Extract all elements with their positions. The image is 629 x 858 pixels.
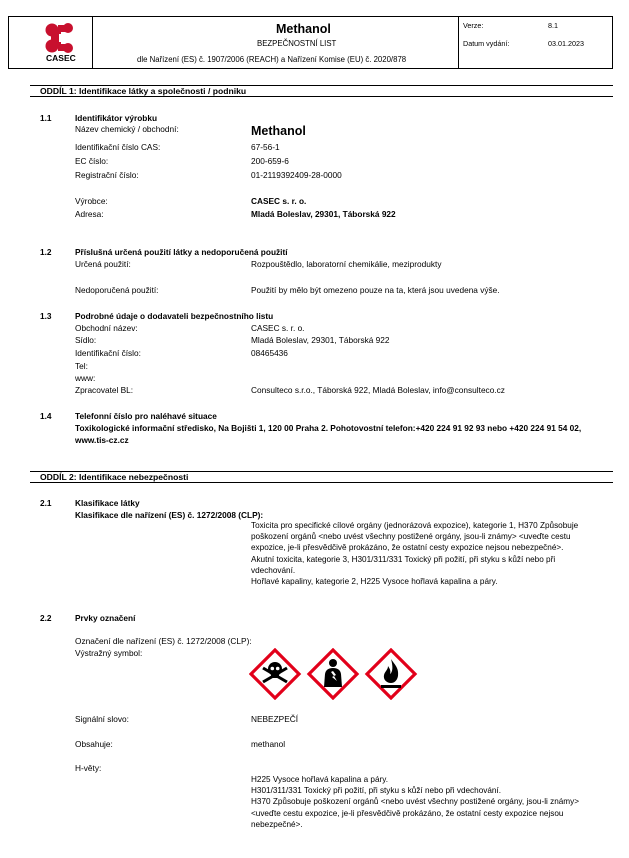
field-label: Adresa:: [75, 209, 104, 219]
date-value: 03.01.2023: [548, 39, 584, 48]
section-number: 1.1: [40, 113, 52, 123]
subsection-heading: Podrobné údaje o dodavateli bezpečnostního listu: [75, 311, 274, 321]
classification-text: [251, 520, 621, 587]
field-label: Tel:: [75, 361, 88, 371]
not-recommended-use: Použití by mělo být omezeno pouze na ta, která jsou uvedena výše.: [251, 285, 500, 295]
text-line: <uveďte cestu expozice, je-li přesvědčivě prokázáno, že ostatní cesty expozice nejsou: [251, 808, 564, 818]
contains-value: methanol: [251, 739, 286, 749]
text-line: Toxicita pro specifické cílové orgány (jednorázová expozice), kategorie 1, H370 Způsobuje: [251, 521, 579, 530]
date-label: Datum vydání:: [463, 39, 510, 48]
version-value: 8.1: [548, 21, 558, 30]
subsection-heading: Telefonní číslo pro naléhavé situace: [75, 411, 217, 421]
regulation-text: dle Nařízení (ES) č. 1907/2006 (REACH) a Nařízení Komise (EU) č. 2020/878: [137, 55, 407, 64]
text-line: expozice, je-li přesvědčivě prokázáno, že ostatní cesty expozice nejsou nebezpečné>.: [251, 543, 564, 553]
section-number: 1.2: [40, 247, 52, 257]
field-label: Sídlo:: [75, 335, 97, 345]
casec-logo: [44, 22, 82, 56]
logo-mark-icon: [44, 22, 82, 54]
manufacturer: CASEC s. r. o.: [251, 196, 307, 206]
field-label: Určená použití:: [75, 259, 131, 269]
text-line: H301/311/331 Toxický při požití, při styku s kůží nebo při vdechování.: [251, 786, 502, 796]
field-label: Signální slovo:: [75, 714, 129, 724]
field-label: Obsahuje:: [75, 739, 113, 749]
address: Mladá Boleslav, 29301, Táborská 922: [251, 209, 396, 219]
emergency-info: Toxikologické informační středisko, Na Bojišti 1, 120 00 Praha 2. Pohotovostní telefon:+420 224 91 92 93 nebo +420 224 91 54 02,: [75, 423, 582, 433]
field-label: Název chemický / obchodní:: [75, 124, 179, 134]
section-number: 2.2: [40, 613, 52, 623]
field-label: Obchodní název:: [75, 323, 138, 333]
subsection-subheading: Klasifikace dle nařízení (ES) č. 1272/2008 (CLP):: [75, 510, 264, 520]
field-label: Výrobce:: [75, 196, 108, 206]
cas-number: 67-56-1: [251, 142, 280, 152]
subsection-heading: Příslušná určená použití látky a nedoporučená použití: [75, 247, 288, 257]
health-hazard-icon: [309, 650, 357, 698]
text-line: H370 Způsobuje poškození orgánů <nebo uvést všechny postižené orgány, jsou-li známy>: [251, 797, 580, 807]
ec-number: 200-659-6: [251, 156, 289, 166]
header-divider: [458, 16, 459, 69]
field-label: Zpracovatel BL:: [75, 385, 134, 395]
field-label: Označení dle nařízení (ES) č. 1272/2008 (CLP):: [75, 636, 252, 646]
text-line: Akutní toxicita, kategorie 3, H301/311/331 Toxický při požití, při styku s kůží nebo při: [251, 554, 556, 564]
product-name: Methanol: [251, 124, 306, 138]
field-label: Výstražný symbol:: [75, 648, 143, 658]
text-line: vdechování.: [251, 565, 296, 575]
processor: Consulteco s.r.o., Táborská 922, Mladá Boleslav, info@consulteco.cz: [251, 385, 505, 395]
registration-number: 01-2119392409-28-0000: [251, 170, 342, 180]
document-subtitle: BEZPEČNOSTNÍ LIST: [257, 39, 337, 48]
skull-crossbones-icon: [251, 650, 299, 698]
pictogram-row: [249, 648, 419, 700]
text-line: poškození orgánů <nebo uvést všechny postižené orgány, jsou-li známy> <uveďte cestu: [251, 532, 571, 542]
trade-name: CASEC s. r. o.: [251, 323, 305, 333]
text-line: H225 Vysoce hořlavá kapalina a páry.: [251, 775, 388, 784]
text-line: nebezpečné>.: [251, 819, 303, 829]
subsection-heading: Identifikátor výrobku: [75, 113, 158, 123]
subsection-heading: Klasifikace látky: [75, 498, 140, 508]
field-label: H-věty:: [75, 763, 102, 773]
version-label: Verze:: [463, 21, 484, 30]
field-label: Identifikační číslo:: [75, 348, 141, 358]
section-number: 2.1: [40, 498, 52, 508]
emergency-link[interactable]: www.tis-cz.cz: [75, 435, 129, 445]
signal-word: NEBEZPEČÍ: [251, 714, 299, 724]
text-line: Hořlavé kapaliny, kategorie 2, H225 Vysoce hořlavá kapalina a páry.: [251, 577, 498, 587]
company-id: 08465436: [251, 348, 288, 358]
section-1-title: ODDÍL 1: Identifikace látky a společnosti / podniku: [40, 86, 247, 96]
intended-use: Rozpouštědlo, laboratorní chemikálie, meziprodukty: [251, 259, 442, 269]
header-divider: [92, 16, 93, 69]
seat: Mladá Boleslav, 29301, Táborská 922: [251, 335, 390, 345]
ghs-pictograms: [249, 648, 419, 702]
section-number: 1.3: [40, 311, 52, 321]
logo-text: CASEC: [46, 53, 76, 63]
page-title: Methanol: [276, 22, 331, 36]
field-label: Registrační číslo:: [75, 170, 139, 180]
field-label: Identifikační číslo CAS:: [75, 142, 161, 152]
field-label: Nedoporučená použití:: [75, 285, 159, 295]
flame-icon: [367, 650, 415, 698]
section-number: 1.4: [40, 411, 52, 421]
hazard-statements: [251, 774, 621, 830]
field-label: www:: [75, 373, 96, 383]
field-label: EC číslo:: [75, 156, 109, 166]
section-2-title: ODDÍL 2: Identifikace nebezpečnosti: [40, 472, 189, 482]
subsection-heading: Prvky označení: [75, 613, 136, 623]
